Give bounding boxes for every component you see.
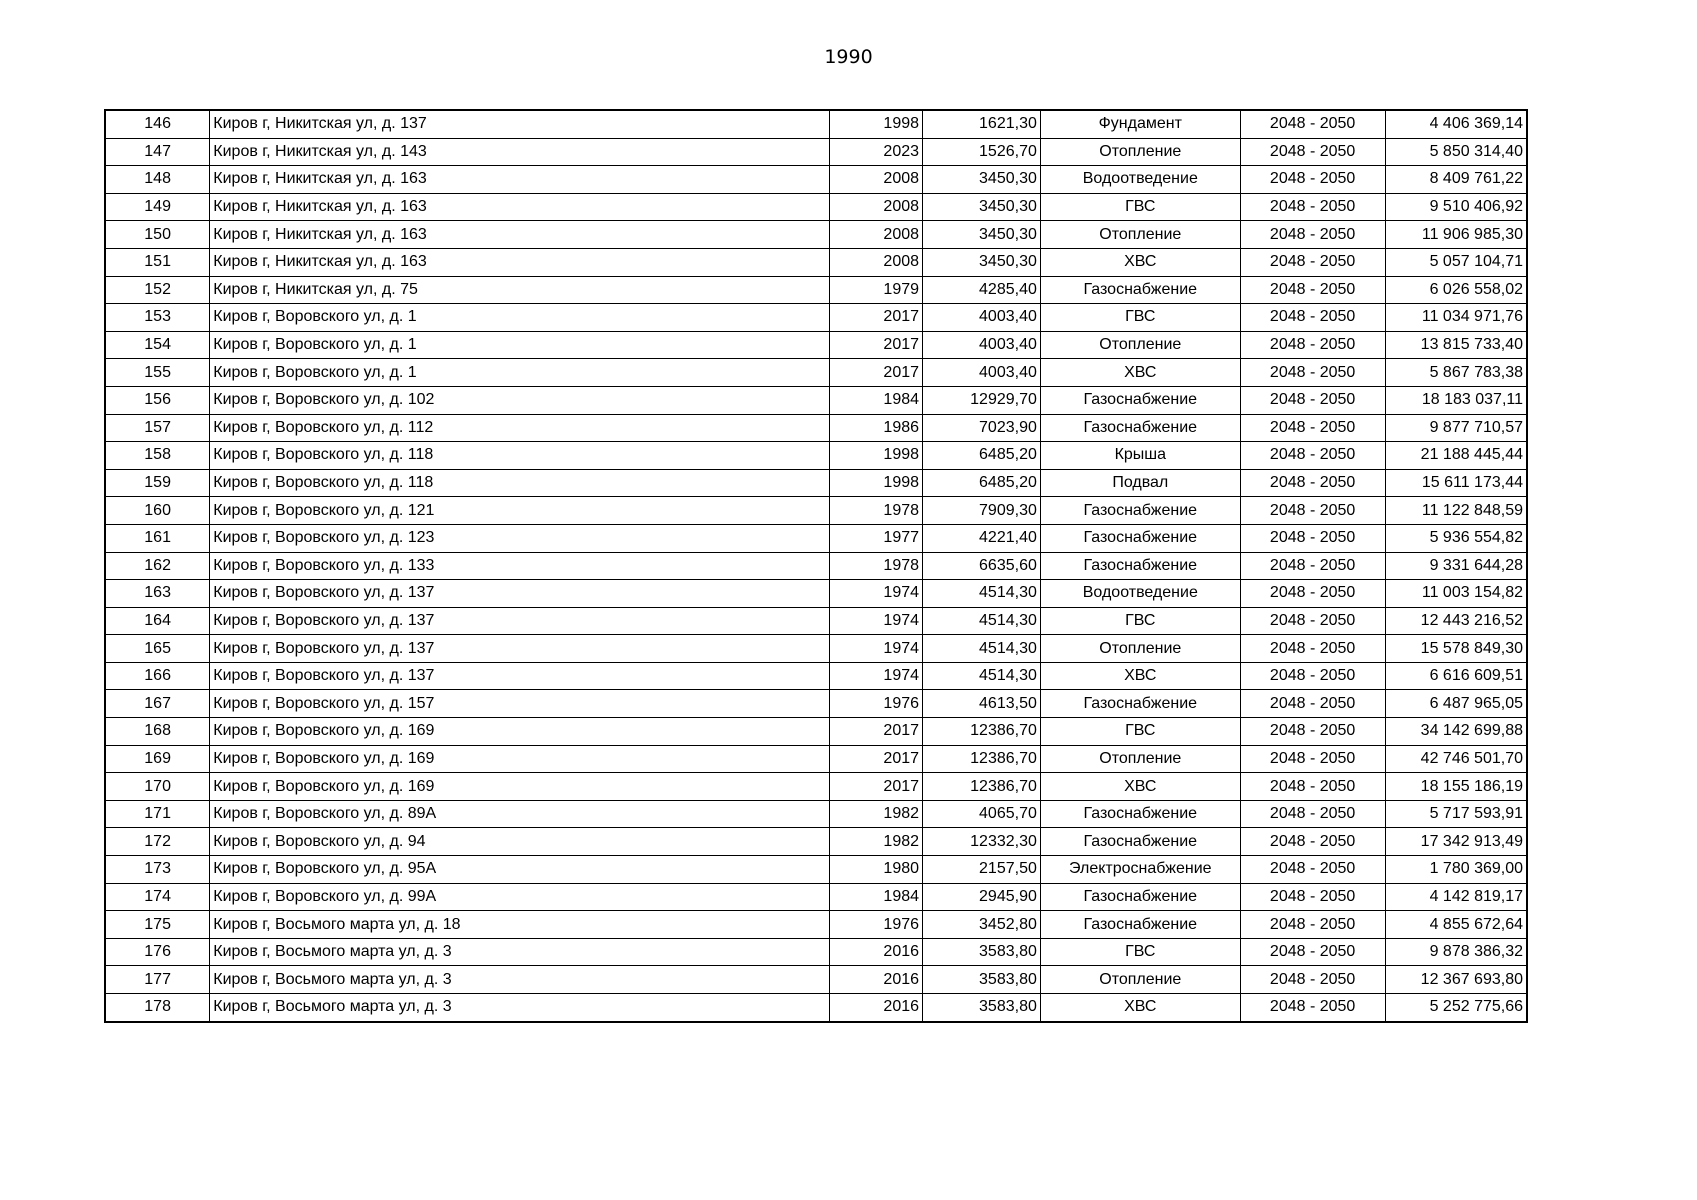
address-cell: Киров г, Воровского ул, д. 157 <box>210 690 830 718</box>
period-cell: 2048 - 2050 <box>1240 469 1385 497</box>
row-number-cell: 162 <box>105 552 210 580</box>
row-number-cell: 169 <box>105 745 210 773</box>
area-cell: 6485,20 <box>923 469 1041 497</box>
period-cell: 2048 - 2050 <box>1240 938 1385 966</box>
table-row <box>105 883 1527 911</box>
table-row <box>105 856 1527 884</box>
period-cell: 2048 - 2050 <box>1240 773 1385 801</box>
period-cell: 2048 - 2050 <box>1240 580 1385 608</box>
cost-cell: 4 406 369,14 <box>1385 110 1527 138</box>
row-number-cell: 155 <box>105 359 210 387</box>
year-cell: 1974 <box>830 635 923 663</box>
cost-cell: 12 443 216,52 <box>1385 607 1527 635</box>
address-cell: Киров г, Воровского ул, д. 102 <box>210 386 830 414</box>
work-type-cell: ГВС <box>1040 938 1240 966</box>
table-row <box>105 524 1527 552</box>
row-number-cell: 163 <box>105 580 210 608</box>
table-row <box>105 166 1527 194</box>
period-cell: 2048 - 2050 <box>1240 883 1385 911</box>
row-number-cell: 152 <box>105 276 210 304</box>
year-cell: 1982 <box>830 828 923 856</box>
year-cell: 2017 <box>830 773 923 801</box>
table-row <box>105 248 1527 276</box>
row-number-cell: 160 <box>105 497 210 525</box>
work-type-cell: ГВС <box>1040 607 1240 635</box>
row-number-cell: 178 <box>105 994 210 1022</box>
address-cell: Киров г, Воровского ул, д. 118 <box>210 442 830 470</box>
period-cell: 2048 - 2050 <box>1240 138 1385 166</box>
address-cell: Киров г, Никитская ул, д. 137 <box>210 110 830 138</box>
period-cell: 2048 - 2050 <box>1240 110 1385 138</box>
row-number-cell: 175 <box>105 911 210 939</box>
cost-cell: 6 616 609,51 <box>1385 662 1527 690</box>
work-type-cell: ХВС <box>1040 662 1240 690</box>
address-cell: Киров г, Воровского ул, д. 89А <box>210 800 830 828</box>
row-number-cell: 167 <box>105 690 210 718</box>
table-row <box>105 773 1527 801</box>
address-cell: Киров г, Воровского ул, д. 1 <box>210 304 830 332</box>
table-row <box>105 966 1527 994</box>
area-cell: 12929,70 <box>923 386 1041 414</box>
address-cell: Киров г, Воровского ул, д. 1 <box>210 331 830 359</box>
row-number-cell: 150 <box>105 221 210 249</box>
cost-cell: 6 487 965,05 <box>1385 690 1527 718</box>
table-row <box>105 359 1527 387</box>
table-row <box>105 110 1527 138</box>
work-type-cell: Отопление <box>1040 635 1240 663</box>
cost-cell: 1 780 369,00 <box>1385 856 1527 884</box>
cost-cell: 13 815 733,40 <box>1385 331 1527 359</box>
address-cell: Киров г, Воровского ул, д. 137 <box>210 580 830 608</box>
year-cell: 2017 <box>830 304 923 332</box>
period-cell: 2048 - 2050 <box>1240 248 1385 276</box>
table-row <box>105 828 1527 856</box>
cost-cell: 4 142 819,17 <box>1385 883 1527 911</box>
area-cell: 4514,30 <box>923 580 1041 608</box>
period-cell: 2048 - 2050 <box>1240 359 1385 387</box>
year-cell: 2016 <box>830 966 923 994</box>
table-row <box>105 662 1527 690</box>
year-cell: 1986 <box>830 414 923 442</box>
row-number-cell: 177 <box>105 966 210 994</box>
work-type-cell: Газоснабжение <box>1040 690 1240 718</box>
work-type-cell: Газоснабжение <box>1040 552 1240 580</box>
year-cell: 1977 <box>830 524 923 552</box>
period-cell: 2048 - 2050 <box>1240 966 1385 994</box>
area-cell: 12386,70 <box>923 718 1041 746</box>
work-type-cell: Отопление <box>1040 966 1240 994</box>
period-cell: 2048 - 2050 <box>1240 690 1385 718</box>
area-cell: 12332,30 <box>923 828 1041 856</box>
cost-cell: 15 578 849,30 <box>1385 635 1527 663</box>
year-cell: 1974 <box>830 662 923 690</box>
period-cell: 2048 - 2050 <box>1240 607 1385 635</box>
period-cell: 2048 - 2050 <box>1240 800 1385 828</box>
year-cell: 2017 <box>830 745 923 773</box>
table-row <box>105 938 1527 966</box>
table-row <box>105 718 1527 746</box>
address-cell: Киров г, Никитская ул, д. 163 <box>210 248 830 276</box>
table-row <box>105 386 1527 414</box>
period-cell: 2048 - 2050 <box>1240 635 1385 663</box>
cost-cell: 15 611 173,44 <box>1385 469 1527 497</box>
table-row <box>105 221 1527 249</box>
table-row <box>105 690 1527 718</box>
address-cell: Киров г, Воровского ул, д. 169 <box>210 718 830 746</box>
address-cell: Киров г, Восьмого марта ул, д. 3 <box>210 994 830 1022</box>
work-type-cell: Подвал <box>1040 469 1240 497</box>
year-cell: 2017 <box>830 331 923 359</box>
table-row <box>105 635 1527 663</box>
work-type-cell: ХВС <box>1040 359 1240 387</box>
year-cell: 1978 <box>830 497 923 525</box>
address-cell: Киров г, Воровского ул, д. 118 <box>210 469 830 497</box>
area-cell: 6635,60 <box>923 552 1041 580</box>
period-cell: 2048 - 2050 <box>1240 718 1385 746</box>
cost-cell: 11 034 971,76 <box>1385 304 1527 332</box>
cost-cell: 17 342 913,49 <box>1385 828 1527 856</box>
period-cell: 2048 - 2050 <box>1240 331 1385 359</box>
period-cell: 2048 - 2050 <box>1240 276 1385 304</box>
cost-cell: 5 717 593,91 <box>1385 800 1527 828</box>
address-cell: Киров г, Воровского ул, д. 137 <box>210 607 830 635</box>
year-cell: 1979 <box>830 276 923 304</box>
area-cell: 7909,30 <box>923 497 1041 525</box>
year-cell: 1982 <box>830 800 923 828</box>
year-cell: 2016 <box>830 938 923 966</box>
address-cell: Киров г, Никитская ул, д. 163 <box>210 221 830 249</box>
period-cell: 2048 - 2050 <box>1240 166 1385 194</box>
address-cell: Киров г, Воровского ул, д. 1 <box>210 359 830 387</box>
table-row <box>105 607 1527 635</box>
area-cell: 4003,40 <box>923 331 1041 359</box>
cost-cell: 11 122 848,59 <box>1385 497 1527 525</box>
address-cell: Киров г, Воровского ул, д. 133 <box>210 552 830 580</box>
period-cell: 2048 - 2050 <box>1240 386 1385 414</box>
address-cell: Киров г, Воровского ул, д. 99А <box>210 883 830 911</box>
work-type-cell: Газоснабжение <box>1040 497 1240 525</box>
address-cell: Киров г, Воровского ул, д. 94 <box>210 828 830 856</box>
work-type-cell: ГВС <box>1040 304 1240 332</box>
work-type-cell: ГВС <box>1040 193 1240 221</box>
row-number-cell: 149 <box>105 193 210 221</box>
row-number-cell: 161 <box>105 524 210 552</box>
period-cell: 2048 - 2050 <box>1240 193 1385 221</box>
year-cell: 2017 <box>830 718 923 746</box>
period-cell: 2048 - 2050 <box>1240 552 1385 580</box>
work-type-cell: Газоснабжение <box>1040 911 1240 939</box>
table-row <box>105 304 1527 332</box>
area-cell: 3452,80 <box>923 911 1041 939</box>
area-cell: 3450,30 <box>923 166 1041 194</box>
area-cell: 3450,30 <box>923 221 1041 249</box>
page-number: 1990 <box>824 46 873 68</box>
row-number-cell: 172 <box>105 828 210 856</box>
row-number-cell: 166 <box>105 662 210 690</box>
table-body <box>105 110 1527 1022</box>
area-cell: 4003,40 <box>923 304 1041 332</box>
area-cell: 12386,70 <box>923 773 1041 801</box>
row-number-cell: 148 <box>105 166 210 194</box>
work-type-cell: Водоотведение <box>1040 166 1240 194</box>
work-type-cell: Газоснабжение <box>1040 828 1240 856</box>
address-cell: Киров г, Никитская ул, д. 163 <box>210 166 830 194</box>
table-row <box>105 442 1527 470</box>
year-cell: 2008 <box>830 166 923 194</box>
work-type-cell: ХВС <box>1040 248 1240 276</box>
year-cell: 2008 <box>830 193 923 221</box>
year-cell: 1976 <box>830 911 923 939</box>
area-cell: 4613,50 <box>923 690 1041 718</box>
year-cell: 1984 <box>830 386 923 414</box>
cost-cell: 5 057 104,71 <box>1385 248 1527 276</box>
work-type-cell: Крыша <box>1040 442 1240 470</box>
work-type-cell: Газоснабжение <box>1040 524 1240 552</box>
area-cell: 2157,50 <box>923 856 1041 884</box>
area-cell: 4514,30 <box>923 607 1041 635</box>
address-cell: Киров г, Воровского ул, д. 137 <box>210 635 830 663</box>
row-number-cell: 158 <box>105 442 210 470</box>
table-row <box>105 552 1527 580</box>
period-cell: 2048 - 2050 <box>1240 304 1385 332</box>
area-cell: 3583,80 <box>923 994 1041 1022</box>
cost-cell: 18 155 186,19 <box>1385 773 1527 801</box>
row-number-cell: 174 <box>105 883 210 911</box>
table-row <box>105 911 1527 939</box>
table-row <box>105 580 1527 608</box>
area-cell: 3583,80 <box>923 938 1041 966</box>
period-cell: 2048 - 2050 <box>1240 497 1385 525</box>
work-type-cell: Фундамент <box>1040 110 1240 138</box>
area-cell: 12386,70 <box>923 745 1041 773</box>
table-row <box>105 193 1527 221</box>
year-cell: 2008 <box>830 248 923 276</box>
work-type-cell: Газоснабжение <box>1040 276 1240 304</box>
cost-cell: 5 867 783,38 <box>1385 359 1527 387</box>
table-row <box>105 745 1527 773</box>
address-cell: Киров г, Воровского ул, д. 112 <box>210 414 830 442</box>
row-number-cell: 164 <box>105 607 210 635</box>
period-cell: 2048 - 2050 <box>1240 745 1385 773</box>
row-number-cell: 153 <box>105 304 210 332</box>
area-cell: 3450,30 <box>923 248 1041 276</box>
year-cell: 2008 <box>830 221 923 249</box>
year-cell: 1998 <box>830 110 923 138</box>
work-type-cell: ГВС <box>1040 718 1240 746</box>
area-cell: 6485,20 <box>923 442 1041 470</box>
row-number-cell: 151 <box>105 248 210 276</box>
cost-cell: 9 331 644,28 <box>1385 552 1527 580</box>
work-type-cell: Газоснабжение <box>1040 800 1240 828</box>
work-type-cell: Отопление <box>1040 221 1240 249</box>
year-cell: 1974 <box>830 580 923 608</box>
row-number-cell: 173 <box>105 856 210 884</box>
area-cell: 4221,40 <box>923 524 1041 552</box>
year-cell: 2017 <box>830 359 923 387</box>
period-cell: 2048 - 2050 <box>1240 414 1385 442</box>
year-cell: 2023 <box>830 138 923 166</box>
year-cell: 1998 <box>830 469 923 497</box>
area-cell: 3583,80 <box>923 966 1041 994</box>
row-number-cell: 146 <box>105 110 210 138</box>
work-type-cell: Отопление <box>1040 138 1240 166</box>
cost-cell: 5 936 554,82 <box>1385 524 1527 552</box>
area-cell: 3450,30 <box>923 193 1041 221</box>
address-cell: Киров г, Восьмого марта ул, д. 18 <box>210 911 830 939</box>
table-row <box>105 469 1527 497</box>
year-cell: 1980 <box>830 856 923 884</box>
cost-cell: 42 746 501,70 <box>1385 745 1527 773</box>
row-number-cell: 147 <box>105 138 210 166</box>
address-cell: Киров г, Никитская ул, д. 75 <box>210 276 830 304</box>
area-cell: 7023,90 <box>923 414 1041 442</box>
cost-cell: 12 367 693,80 <box>1385 966 1527 994</box>
year-cell: 1978 <box>830 552 923 580</box>
area-cell: 4285,40 <box>923 276 1041 304</box>
area-cell: 1526,70 <box>923 138 1041 166</box>
area-cell: 1621,30 <box>923 110 1041 138</box>
table-row <box>105 276 1527 304</box>
table-row <box>105 138 1527 166</box>
cost-cell: 9 510 406,92 <box>1385 193 1527 221</box>
row-number-cell: 157 <box>105 414 210 442</box>
area-cell: 4514,30 <box>923 662 1041 690</box>
address-cell: Киров г, Восьмого марта ул, д. 3 <box>210 938 830 966</box>
cost-cell: 9 878 386,32 <box>1385 938 1527 966</box>
period-cell: 2048 - 2050 <box>1240 662 1385 690</box>
year-cell: 1998 <box>830 442 923 470</box>
row-number-cell: 170 <box>105 773 210 801</box>
address-cell: Киров г, Восьмого марта ул, д. 3 <box>210 966 830 994</box>
work-type-cell: Отопление <box>1040 331 1240 359</box>
period-cell: 2048 - 2050 <box>1240 442 1385 470</box>
year-cell: 1976 <box>830 690 923 718</box>
row-number-cell: 171 <box>105 800 210 828</box>
period-cell: 2048 - 2050 <box>1240 994 1385 1022</box>
cost-cell: 5 850 314,40 <box>1385 138 1527 166</box>
cost-cell: 5 252 775,66 <box>1385 994 1527 1022</box>
cost-cell: 8 409 761,22 <box>1385 166 1527 194</box>
work-type-cell: Отопление <box>1040 745 1240 773</box>
address-cell: Киров г, Воровского ул, д. 123 <box>210 524 830 552</box>
table-row <box>105 414 1527 442</box>
area-cell: 2945,90 <box>923 883 1041 911</box>
cost-cell: 11 003 154,82 <box>1385 580 1527 608</box>
table-row <box>105 331 1527 359</box>
row-number-cell: 159 <box>105 469 210 497</box>
area-cell: 4065,70 <box>923 800 1041 828</box>
table-row <box>105 994 1527 1022</box>
cost-cell: 6 026 558,02 <box>1385 276 1527 304</box>
work-type-cell: Газоснабжение <box>1040 883 1240 911</box>
address-cell: Киров г, Никитская ул, д. 163 <box>210 193 830 221</box>
work-type-cell: Водоотведение <box>1040 580 1240 608</box>
cost-cell: 9 877 710,57 <box>1385 414 1527 442</box>
period-cell: 2048 - 2050 <box>1240 911 1385 939</box>
cost-cell: 11 906 985,30 <box>1385 221 1527 249</box>
cost-cell: 34 142 699,88 <box>1385 718 1527 746</box>
address-cell: Киров г, Воровского ул, д. 95А <box>210 856 830 884</box>
table-row <box>105 497 1527 525</box>
address-cell: Киров г, Воровского ул, д. 121 <box>210 497 830 525</box>
period-cell: 2048 - 2050 <box>1240 828 1385 856</box>
address-cell: Киров г, Воровского ул, д. 137 <box>210 662 830 690</box>
work-type-cell: Газоснабжение <box>1040 386 1240 414</box>
address-cell: Киров г, Воровского ул, д. 169 <box>210 773 830 801</box>
period-cell: 2048 - 2050 <box>1240 856 1385 884</box>
year-cell: 1984 <box>830 883 923 911</box>
area-cell: 4003,40 <box>923 359 1041 387</box>
row-number-cell: 154 <box>105 331 210 359</box>
cost-cell: 18 183 037,11 <box>1385 386 1527 414</box>
row-number-cell: 176 <box>105 938 210 966</box>
year-cell: 1974 <box>830 607 923 635</box>
work-type-cell: ХВС <box>1040 994 1240 1022</box>
work-type-cell: ХВС <box>1040 773 1240 801</box>
table-row <box>105 800 1527 828</box>
address-cell: Киров г, Воровского ул, д. 169 <box>210 745 830 773</box>
row-number-cell: 156 <box>105 386 210 414</box>
cost-cell: 4 855 672,64 <box>1385 911 1527 939</box>
cost-cell: 21 188 445,44 <box>1385 442 1527 470</box>
period-cell: 2048 - 2050 <box>1240 524 1385 552</box>
address-cell: Киров г, Никитская ул, д. 143 <box>210 138 830 166</box>
area-cell: 4514,30 <box>923 635 1041 663</box>
row-number-cell: 165 <box>105 635 210 663</box>
row-number-cell: 168 <box>105 718 210 746</box>
work-type-cell: Газоснабжение <box>1040 414 1240 442</box>
year-cell: 2016 <box>830 994 923 1022</box>
work-type-cell: Электроснабжение <box>1040 856 1240 884</box>
period-cell: 2048 - 2050 <box>1240 221 1385 249</box>
registry-table <box>104 109 1528 1023</box>
